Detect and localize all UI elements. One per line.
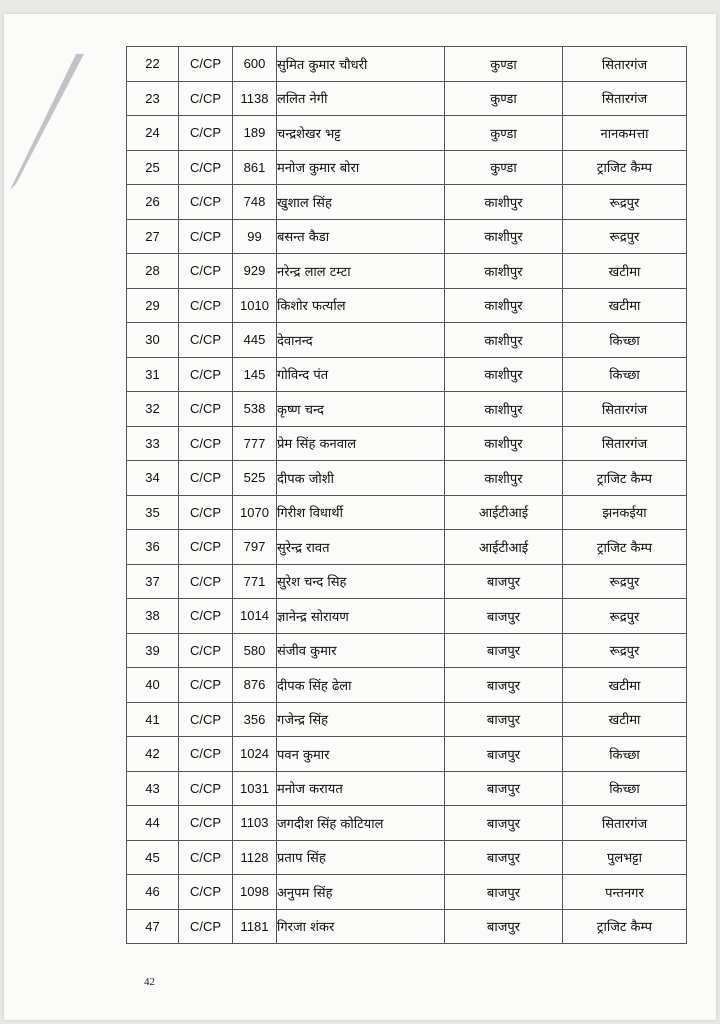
to-location-cell: रूद्रपुर	[563, 185, 687, 220]
serial-number-cell: 22	[127, 47, 179, 82]
table-row	[127, 530, 687, 565]
from-location-cell: बाजपुर	[445, 875, 563, 910]
rank-cell: C/CP	[179, 737, 233, 772]
to-location-cell: झनकईया	[563, 495, 687, 530]
badge-number-cell: 1181	[233, 909, 277, 944]
table-row	[127, 357, 687, 392]
badge-number-cell: 876	[233, 668, 277, 703]
table-row	[127, 806, 687, 841]
from-location-cell: काशीपुर	[445, 288, 563, 323]
table-row	[127, 875, 687, 910]
name-cell: मनोज कुमार बोरा	[277, 150, 445, 185]
serial-number-cell: 46	[127, 875, 179, 910]
name-cell: बसन्त कैडा	[277, 219, 445, 254]
badge-number-cell: 99	[233, 219, 277, 254]
name-cell: खुशाल सिंह	[277, 185, 445, 220]
to-location-cell: सितारगंज	[563, 81, 687, 116]
name-cell: नरेन्द्र लाल टम्टा	[277, 254, 445, 289]
badge-number-cell: 189	[233, 116, 277, 151]
badge-number-cell: 1138	[233, 81, 277, 116]
from-location-cell: आईटीआई	[445, 530, 563, 565]
name-cell: सुरेन्द्र रावत	[277, 530, 445, 565]
name-cell: गिरजा शंकर	[277, 909, 445, 944]
rank-cell: C/CP	[179, 219, 233, 254]
rank-cell: C/CP	[179, 840, 233, 875]
document-page	[4, 14, 716, 1020]
rank-cell: C/CP	[179, 564, 233, 599]
from-location-cell: काशीपुर	[445, 185, 563, 220]
table-body	[127, 47, 687, 944]
rank-cell: C/CP	[179, 81, 233, 116]
to-location-cell: रूद्रपुर	[563, 219, 687, 254]
table-row	[127, 288, 687, 323]
from-location-cell: बाजपुर	[445, 564, 563, 599]
to-location-cell: ट्राजिट कैम्प	[563, 530, 687, 565]
transfer-table	[126, 46, 687, 944]
from-location-cell: काशीपुर	[445, 461, 563, 496]
rank-cell: C/CP	[179, 599, 233, 634]
to-location-cell: ट्राजिट कैम्प	[563, 461, 687, 496]
badge-number-cell: 1128	[233, 840, 277, 875]
rank-cell: C/CP	[179, 530, 233, 565]
to-location-cell: रूद्रपुर	[563, 564, 687, 599]
name-cell: ललित नेगी	[277, 81, 445, 116]
serial-number-cell: 28	[127, 254, 179, 289]
serial-number-cell: 27	[127, 219, 179, 254]
badge-number-cell: 445	[233, 323, 277, 358]
from-location-cell: बाजपुर	[445, 737, 563, 772]
badge-number-cell: 1070	[233, 495, 277, 530]
badge-number-cell: 929	[233, 254, 277, 289]
rank-cell: C/CP	[179, 461, 233, 496]
table-row	[127, 495, 687, 530]
from-location-cell: काशीपुर	[445, 426, 563, 461]
from-location-cell: काशीपुर	[445, 254, 563, 289]
table-row	[127, 392, 687, 427]
name-cell: पवन कुमार	[277, 737, 445, 772]
name-cell: कृष्ण चन्द	[277, 392, 445, 427]
table-row	[127, 564, 687, 599]
name-cell: संजीव कुमार	[277, 633, 445, 668]
serial-number-cell: 33	[127, 426, 179, 461]
rank-cell: C/CP	[179, 116, 233, 151]
badge-number-cell: 1098	[233, 875, 277, 910]
serial-number-cell: 23	[127, 81, 179, 116]
name-cell: दीपक जोशी	[277, 461, 445, 496]
table-row	[127, 254, 687, 289]
rank-cell: C/CP	[179, 357, 233, 392]
name-cell: प्रताप सिंह	[277, 840, 445, 875]
to-location-cell: पुलभट्टा	[563, 840, 687, 875]
rank-cell: C/CP	[179, 633, 233, 668]
table-row	[127, 909, 687, 944]
table-row	[127, 81, 687, 116]
rank-cell: C/CP	[179, 909, 233, 944]
name-cell: अनुपम सिंह	[277, 875, 445, 910]
badge-number-cell: 1010	[233, 288, 277, 323]
to-location-cell: खटीमा	[563, 702, 687, 737]
from-location-cell: बाजपुर	[445, 840, 563, 875]
name-cell: प्रेम सिंह कनवाल	[277, 426, 445, 461]
to-location-cell: ट्राजिट कैम्प	[563, 909, 687, 944]
from-location-cell: कुण्डा	[445, 47, 563, 82]
serial-number-cell: 43	[127, 771, 179, 806]
serial-number-cell: 30	[127, 323, 179, 358]
badge-number-cell: 600	[233, 47, 277, 82]
from-location-cell: कुण्डा	[445, 150, 563, 185]
table-row	[127, 599, 687, 634]
page-number: 42	[144, 976, 155, 988]
to-location-cell: खटीमा	[563, 288, 687, 323]
name-cell: ज्ञानेन्द्र सोरायण	[277, 599, 445, 634]
badge-number-cell: 797	[233, 530, 277, 565]
to-location-cell: किच्छा	[563, 737, 687, 772]
rank-cell: C/CP	[179, 495, 233, 530]
serial-number-cell: 24	[127, 116, 179, 151]
table-row	[127, 116, 687, 151]
scan-edge-shadow	[6, 54, 96, 194]
rank-cell: C/CP	[179, 426, 233, 461]
rank-cell: C/CP	[179, 150, 233, 185]
to-location-cell: सितारगंज	[563, 806, 687, 841]
rank-cell: C/CP	[179, 47, 233, 82]
name-cell: चन्द्रशेखर भट्ट	[277, 116, 445, 151]
rank-cell: C/CP	[179, 702, 233, 737]
to-location-cell: रूद्रपुर	[563, 599, 687, 634]
name-cell: गोविन्द पंत	[277, 357, 445, 392]
table-row	[127, 737, 687, 772]
badge-number-cell: 1103	[233, 806, 277, 841]
from-location-cell: कुण्डा	[445, 81, 563, 116]
to-location-cell: सितारगंज	[563, 47, 687, 82]
serial-number-cell: 42	[127, 737, 179, 772]
serial-number-cell: 47	[127, 909, 179, 944]
from-location-cell: बाजपुर	[445, 806, 563, 841]
to-location-cell: रूद्रपुर	[563, 633, 687, 668]
serial-number-cell: 35	[127, 495, 179, 530]
rank-cell: C/CP	[179, 254, 233, 289]
to-location-cell: किच्छा	[563, 357, 687, 392]
serial-number-cell: 34	[127, 461, 179, 496]
rank-cell: C/CP	[179, 288, 233, 323]
badge-number-cell: 145	[233, 357, 277, 392]
name-cell: सुमित कुमार चौधरी	[277, 47, 445, 82]
to-location-cell: नानकमत्ता	[563, 116, 687, 151]
table-row	[127, 323, 687, 358]
badge-number-cell: 1024	[233, 737, 277, 772]
table-row	[127, 426, 687, 461]
name-cell: मनोज करायत	[277, 771, 445, 806]
serial-number-cell: 44	[127, 806, 179, 841]
serial-number-cell: 37	[127, 564, 179, 599]
to-location-cell: पन्तनगर	[563, 875, 687, 910]
table-row	[127, 47, 687, 82]
name-cell: गजेन्द्र सिंह	[277, 702, 445, 737]
badge-number-cell: 771	[233, 564, 277, 599]
serial-number-cell: 25	[127, 150, 179, 185]
to-location-cell: सितारगंज	[563, 392, 687, 427]
serial-number-cell: 38	[127, 599, 179, 634]
from-location-cell: काशीपुर	[445, 357, 563, 392]
from-location-cell: बाजपुर	[445, 702, 563, 737]
table-row	[127, 461, 687, 496]
name-cell: गिरीश विधार्थी	[277, 495, 445, 530]
table-row	[127, 771, 687, 806]
serial-number-cell: 36	[127, 530, 179, 565]
table-row	[127, 702, 687, 737]
table-row	[127, 219, 687, 254]
name-cell: दीपक सिंह ढेला	[277, 668, 445, 703]
table-row	[127, 150, 687, 185]
to-location-cell: ट्राजिट कैम्प	[563, 150, 687, 185]
name-cell: देवानन्द	[277, 323, 445, 358]
from-location-cell: काशीपुर	[445, 219, 563, 254]
rank-cell: C/CP	[179, 323, 233, 358]
from-location-cell: कुण्डा	[445, 116, 563, 151]
badge-number-cell: 1031	[233, 771, 277, 806]
from-location-cell: बाजपुर	[445, 771, 563, 806]
serial-number-cell: 31	[127, 357, 179, 392]
rank-cell: C/CP	[179, 185, 233, 220]
badge-number-cell: 356	[233, 702, 277, 737]
from-location-cell: बाजपुर	[445, 633, 563, 668]
badge-number-cell: 861	[233, 150, 277, 185]
badge-number-cell: 525	[233, 461, 277, 496]
serial-number-cell: 41	[127, 702, 179, 737]
name-cell: सुरेश चन्द सिह	[277, 564, 445, 599]
serial-number-cell: 29	[127, 288, 179, 323]
rank-cell: C/CP	[179, 668, 233, 703]
from-location-cell: बाजपुर	[445, 909, 563, 944]
name-cell: किशोर फर्त्याल	[277, 288, 445, 323]
to-location-cell: किच्छा	[563, 771, 687, 806]
to-location-cell: सितारगंज	[563, 426, 687, 461]
to-location-cell: खटीमा	[563, 668, 687, 703]
name-cell: जगदीश सिंह कोटियाल	[277, 806, 445, 841]
serial-number-cell: 26	[127, 185, 179, 220]
from-location-cell: आईटीआई	[445, 495, 563, 530]
table-row	[127, 668, 687, 703]
table-row	[127, 840, 687, 875]
serial-number-cell: 32	[127, 392, 179, 427]
table-row	[127, 633, 687, 668]
from-location-cell: बाजपुर	[445, 599, 563, 634]
badge-number-cell: 580	[233, 633, 277, 668]
rank-cell: C/CP	[179, 392, 233, 427]
rank-cell: C/CP	[179, 875, 233, 910]
rank-cell: C/CP	[179, 806, 233, 841]
badge-number-cell: 777	[233, 426, 277, 461]
from-location-cell: काशीपुर	[445, 323, 563, 358]
badge-number-cell: 538	[233, 392, 277, 427]
serial-number-cell: 40	[127, 668, 179, 703]
to-location-cell: खटीमा	[563, 254, 687, 289]
badge-number-cell: 1014	[233, 599, 277, 634]
serial-number-cell: 39	[127, 633, 179, 668]
serial-number-cell: 45	[127, 840, 179, 875]
to-location-cell: किच्छा	[563, 323, 687, 358]
from-location-cell: काशीपुर	[445, 392, 563, 427]
table-row	[127, 185, 687, 220]
badge-number-cell: 748	[233, 185, 277, 220]
rank-cell: C/CP	[179, 771, 233, 806]
from-location-cell: बाजपुर	[445, 668, 563, 703]
